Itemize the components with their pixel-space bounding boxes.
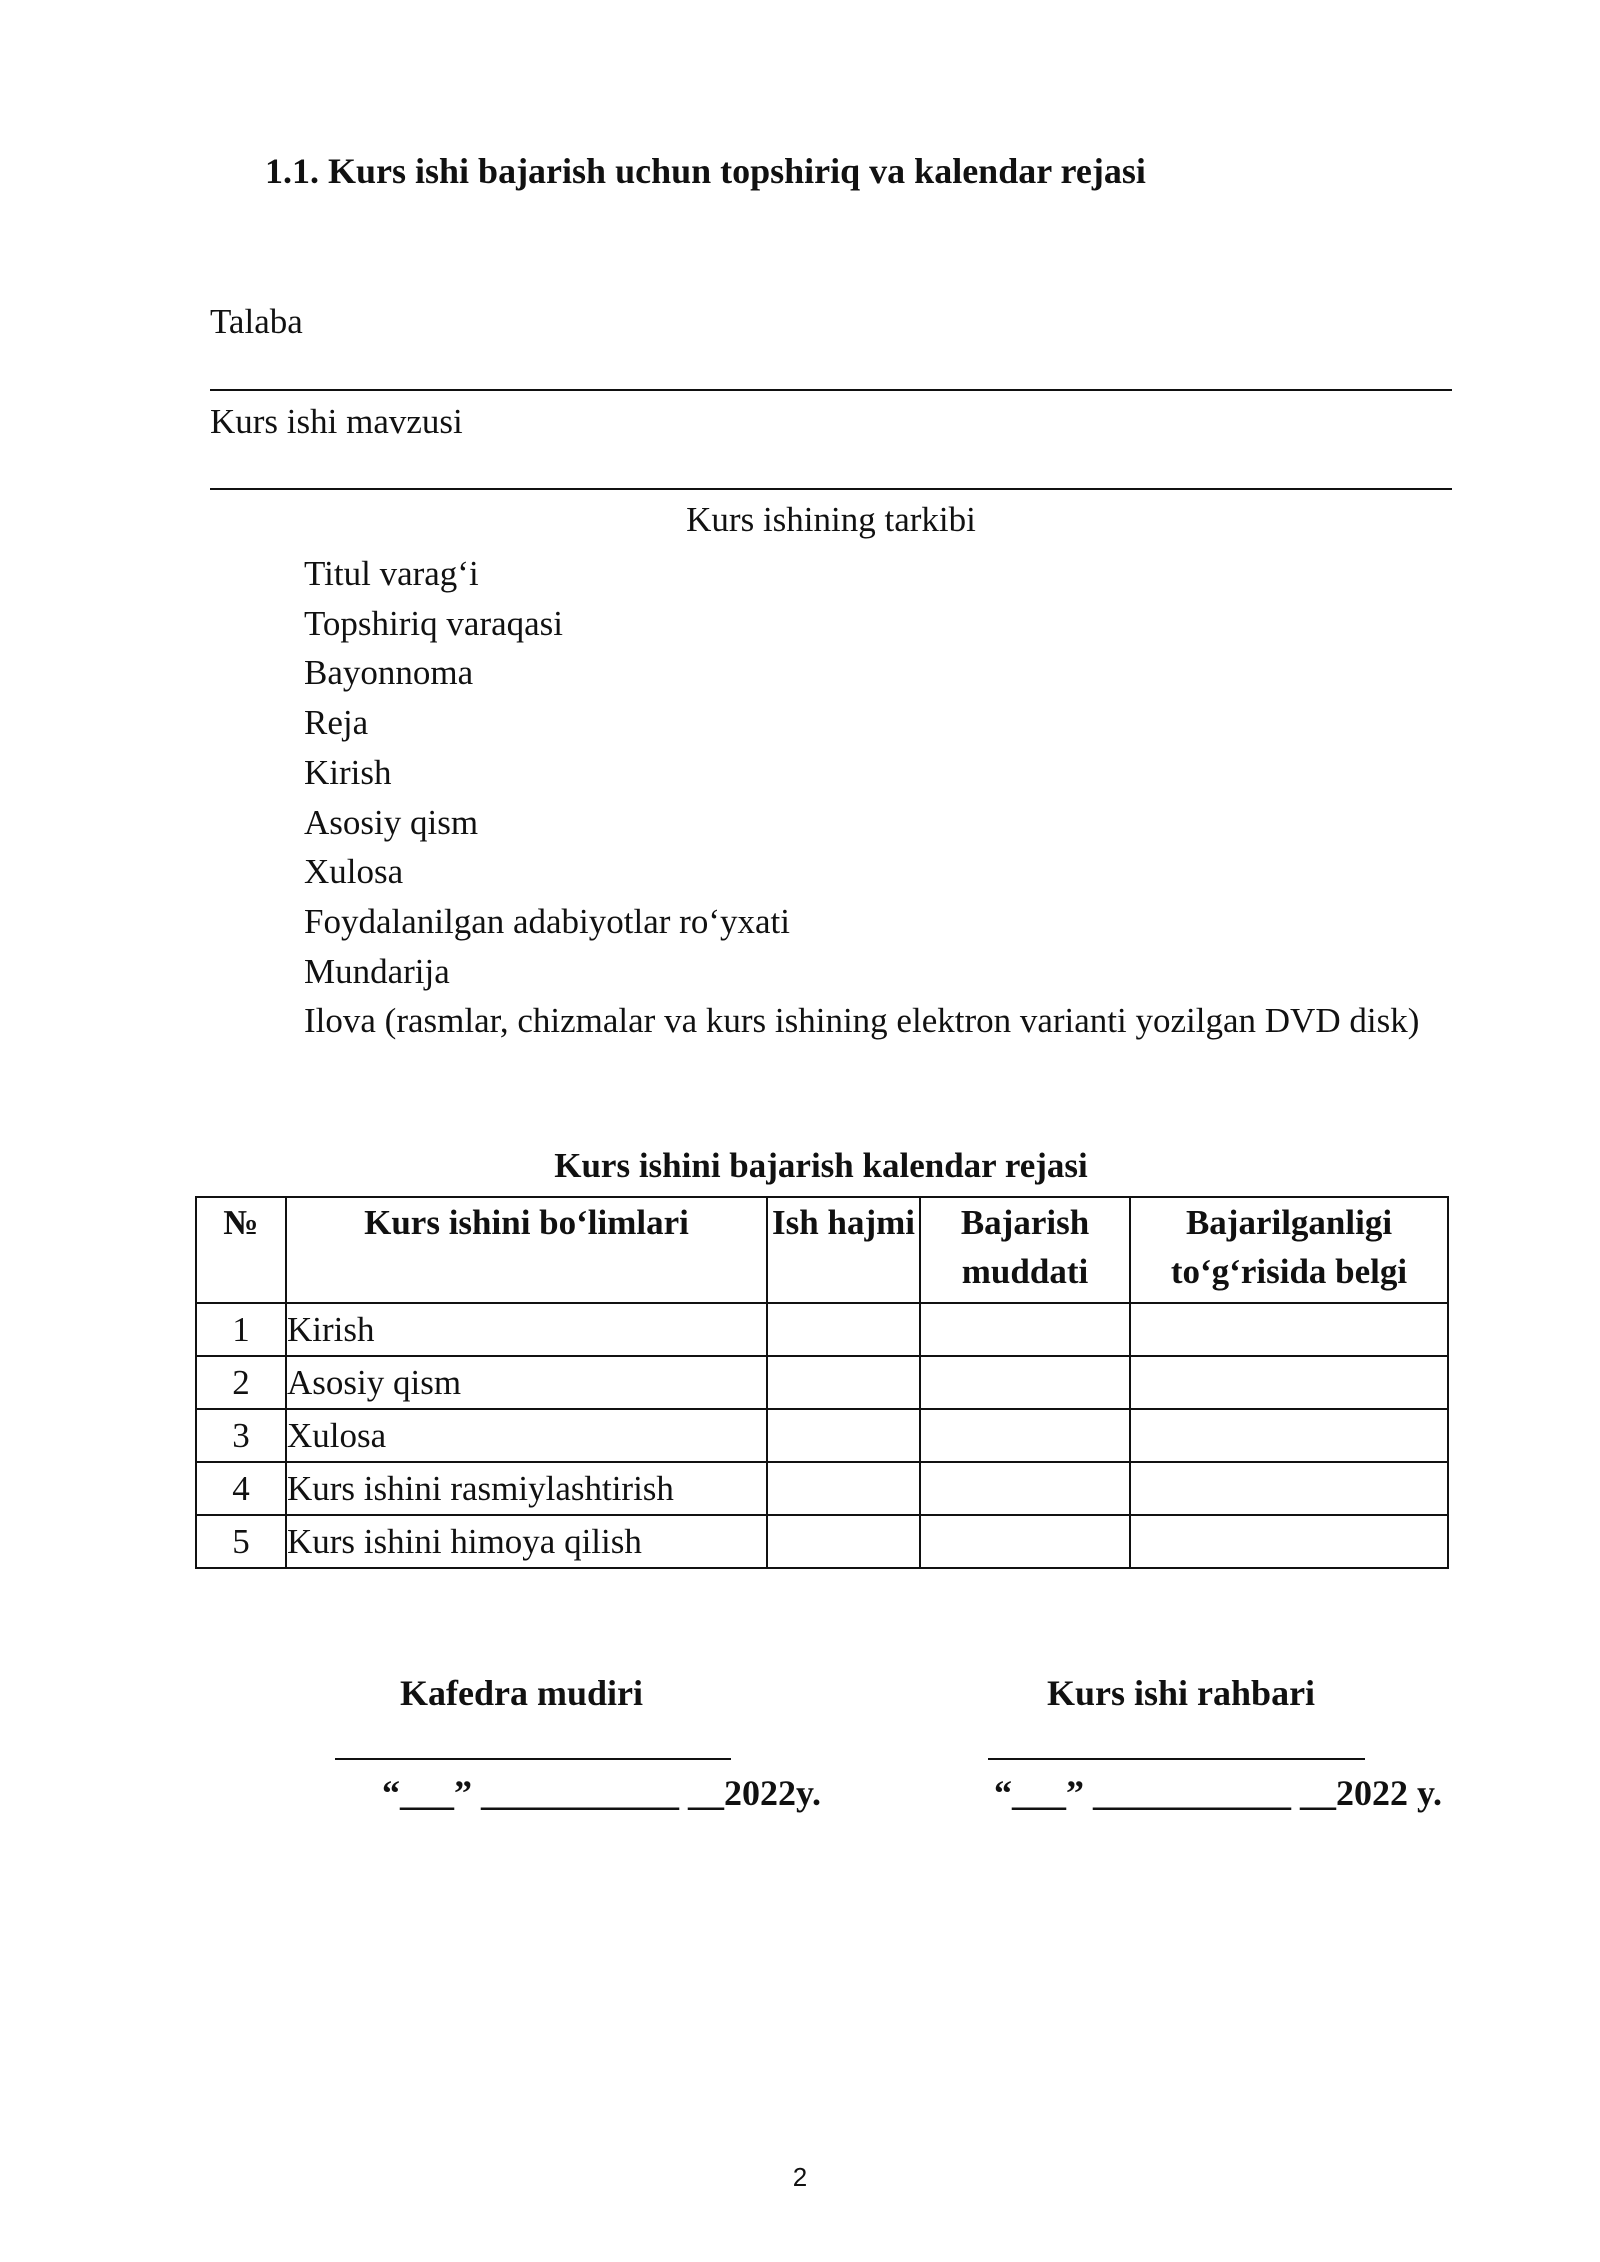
row-work-volume-cell[interactable] [767,1515,920,1568]
row-work-volume-cell[interactable] [767,1462,920,1515]
table-title: Kurs ishini bajarish kalendar rejasi [554,1146,1088,1185]
contents-item: Xulosa [304,852,404,892]
page-number: 2 [792,2162,808,2192]
contents-item: Asosiy qism [304,802,479,842]
row-deadline-cell[interactable] [920,1356,1130,1409]
row-deadline-cell[interactable] [920,1409,1130,1462]
row-completion-cell[interactable] [1130,1462,1448,1515]
table-header-row [196,1197,1448,1303]
header-sections: Kurs ishini bo‘limlari [286,1197,767,1303]
table-row [196,1303,1448,1356]
supervisor-title: Kurs ishi rahbari [1047,1673,1316,1713]
header-completion-mark: Bajarilganligi to‘g‘risida belgi [1130,1197,1448,1303]
contents-item: Kirish [304,752,392,792]
row-deadline-cell[interactable] [920,1462,1130,1515]
row-deadline-cell[interactable] [920,1515,1130,1568]
header-work-volume: Ish hajmi [767,1197,920,1303]
row-section: Kirish [286,1303,767,1356]
topic-field-line[interactable] [210,488,1452,490]
table-row [196,1462,1448,1515]
header-deadline: Bajarish muddati [920,1197,1130,1303]
row-number: 1 [196,1303,286,1356]
row-section: Xulosa [286,1409,767,1462]
student-field-line[interactable] [210,389,1452,391]
row-work-volume-cell[interactable] [767,1303,920,1356]
contents-item: Titul varag‘i [304,554,479,593]
row-completion-cell[interactable] [1130,1515,1448,1568]
row-deadline-cell[interactable] [920,1303,1130,1356]
topic-label: Kurs ishi mavzusi [210,402,463,441]
supervisor-signature-line[interactable] [988,1758,1365,1760]
row-section: Kurs ishini himoya qilish [286,1515,767,1568]
department-head-signature-line[interactable] [335,1758,731,1760]
row-completion-cell[interactable] [1130,1303,1448,1356]
contents-item: Bayonnoma [304,653,474,693]
header-number: № [196,1197,286,1303]
contents-list [304,549,1464,1046]
row-number: 2 [196,1356,286,1409]
row-section: Asosiy qism [286,1356,767,1409]
row-completion-cell[interactable] [1130,1356,1448,1409]
section-title: 1.1. Kurs ishi bajarish uchun topshiriq va kalendar rejasi [265,151,1146,191]
contents-item: Topshiriq varaqasi [304,603,564,643]
table-row [196,1409,1448,1462]
calendar-plan-table [195,1196,1449,1569]
row-completion-cell[interactable] [1130,1409,1448,1462]
department-head-title: Kafedra mudiri [400,1673,643,1713]
row-number: 5 [196,1515,286,1568]
row-work-volume-cell[interactable] [767,1356,920,1409]
contents-item: Reja [304,703,369,743]
table-row [196,1515,1448,1568]
contents-item: Mundarija [304,951,450,991]
row-work-volume-cell[interactable] [767,1409,920,1462]
supervisor-date: “___” ___________ __2022 y. [994,1773,1443,1813]
contents-item: Ilova (rasmlar, chizmalar va kurs ishining elektron varianti yozilgan DVD disk) [304,1001,1420,1041]
contents-heading: Kurs ishining tarkibi [686,500,976,539]
table-row [196,1356,1448,1409]
student-label: Talaba [210,302,303,341]
row-section: Kurs ishini rasmiylashtirish [286,1462,767,1515]
row-number: 3 [196,1409,286,1462]
contents-item: Foydalanilgan adabiyotlar ro‘yxati [304,901,790,941]
department-head-date: “___” ___________ __2022y. [382,1773,822,1813]
row-number: 4 [196,1462,286,1515]
